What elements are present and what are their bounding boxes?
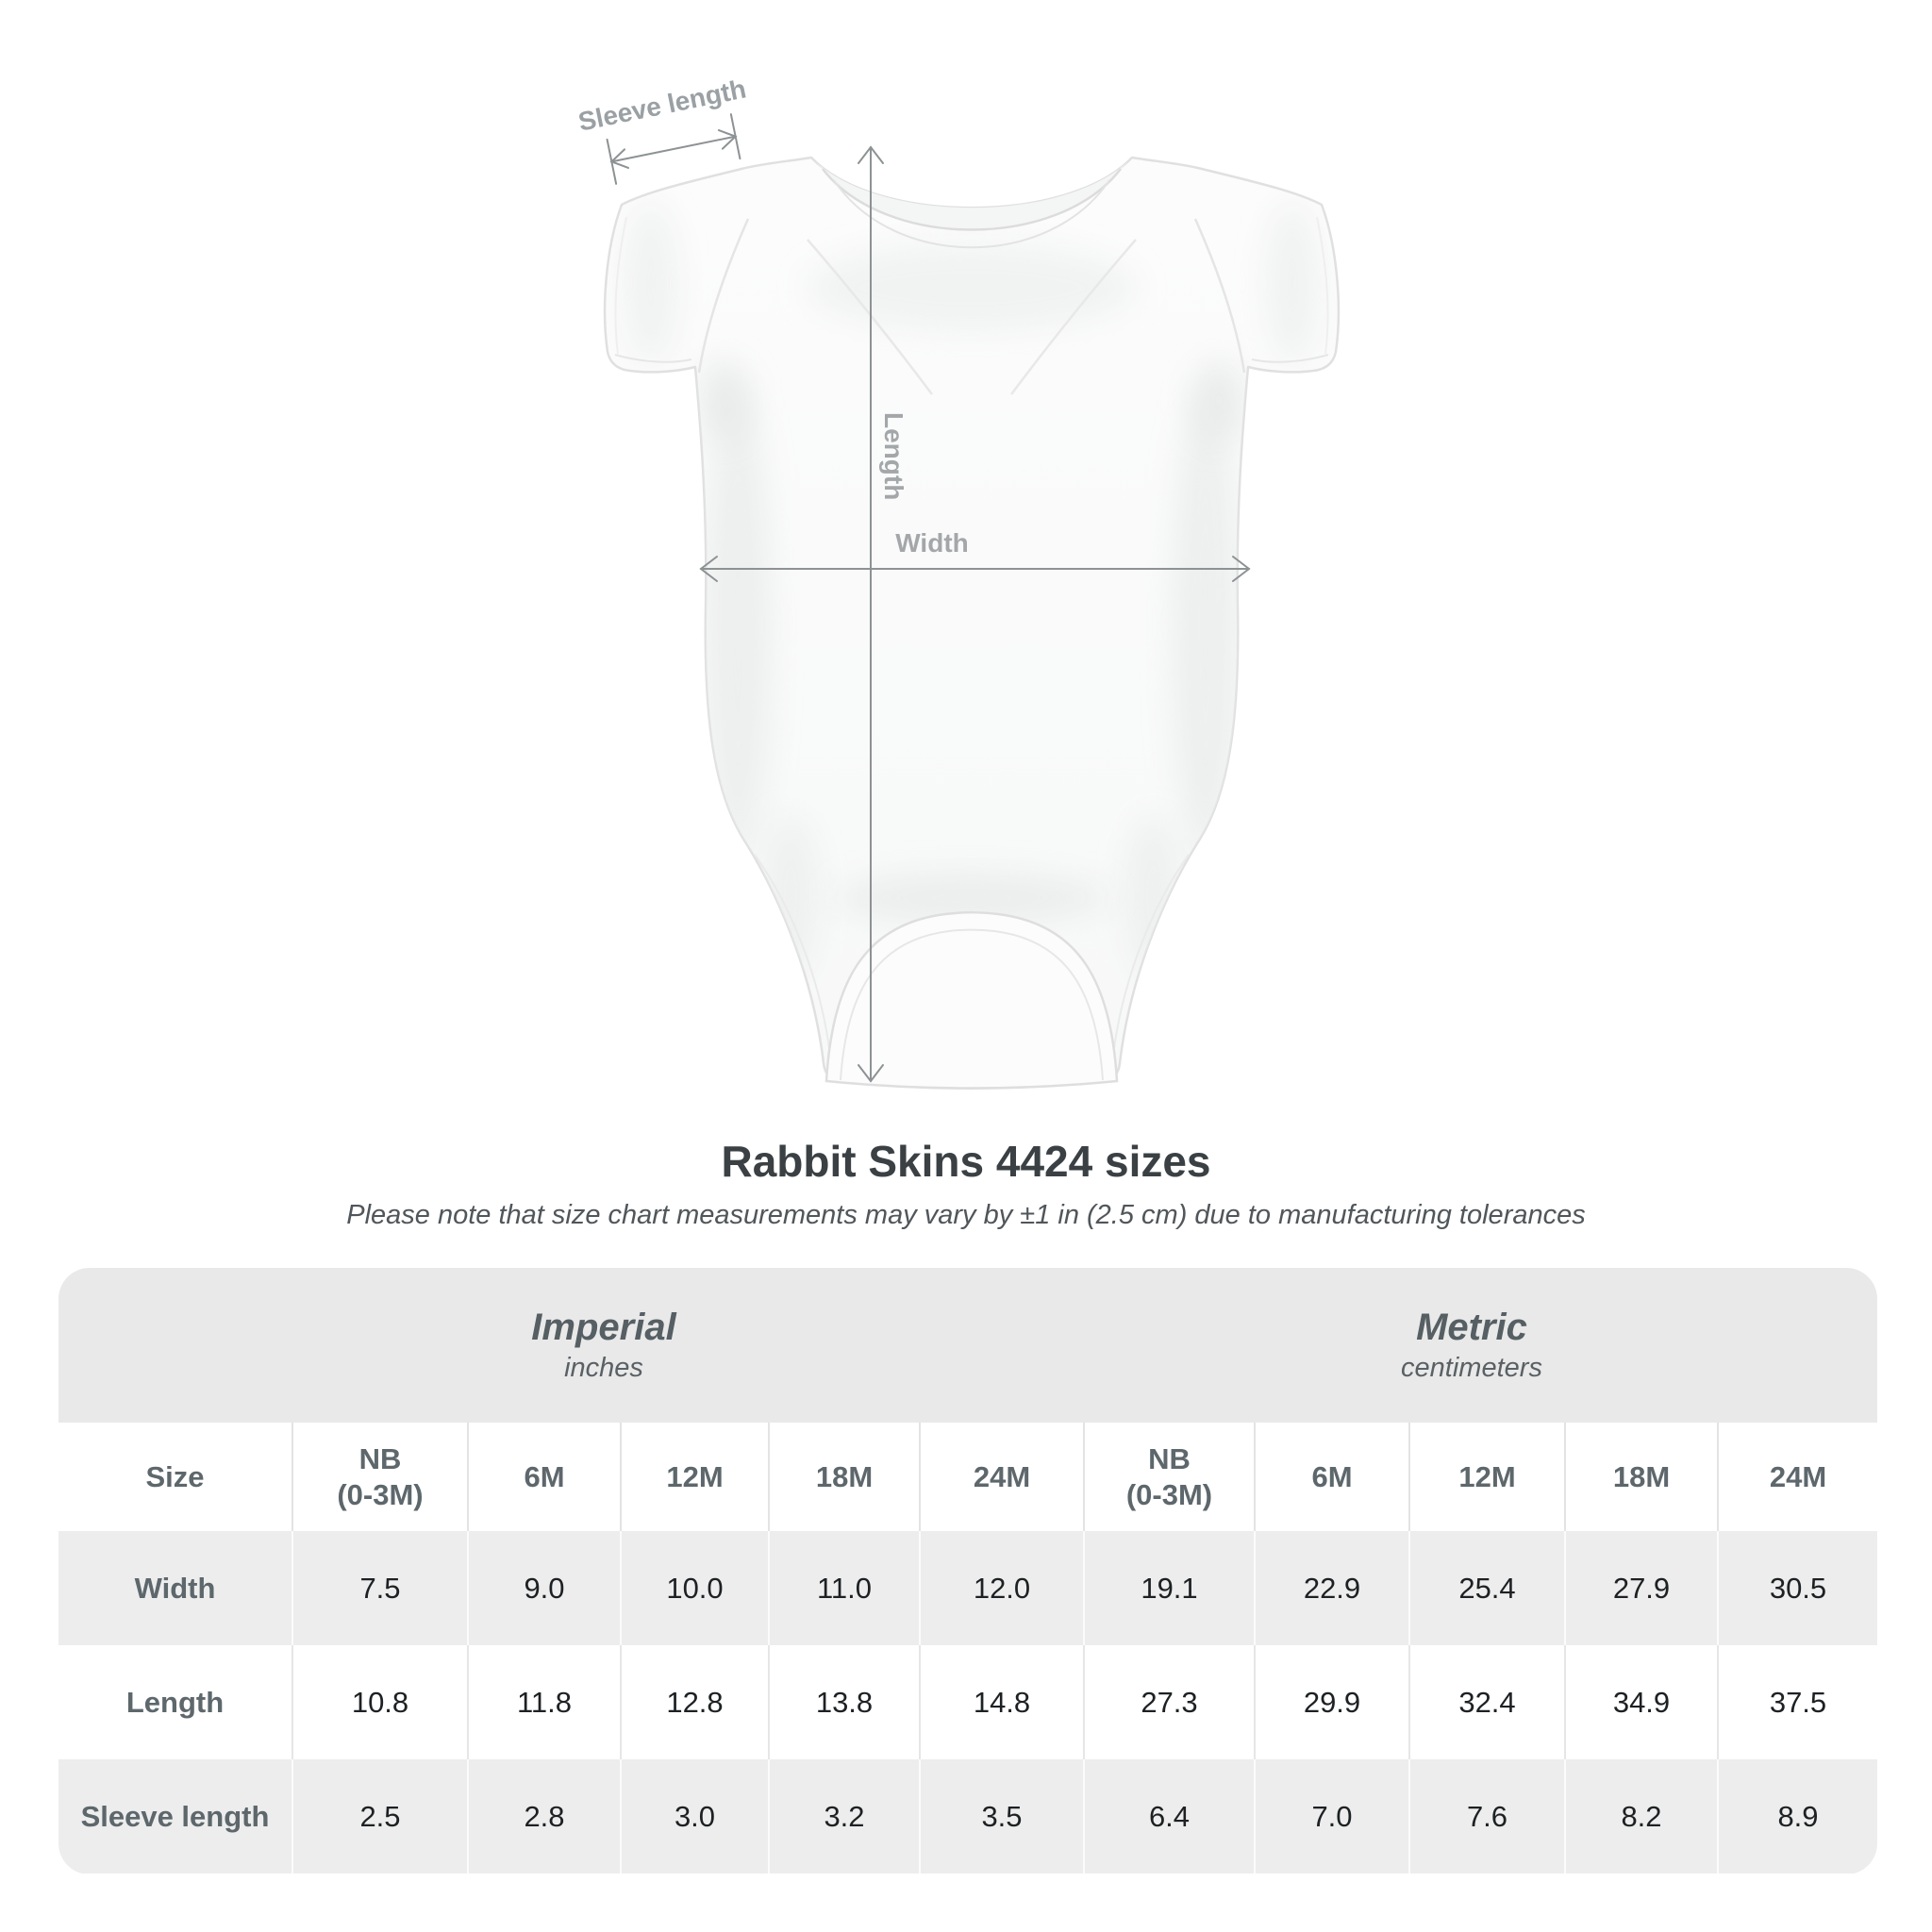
column-header-nb-imperial: NB (0-3M): [292, 1423, 468, 1531]
column-header-6m-imperial: 6M: [468, 1423, 621, 1531]
cell: 10.0: [621, 1531, 769, 1645]
cell: 30.5: [1718, 1531, 1877, 1645]
cell: 19.1: [1084, 1531, 1255, 1645]
cell: 6.4: [1084, 1759, 1255, 1874]
column-header-24m-imperial: 24M: [920, 1423, 1084, 1531]
column-header-6m-metric: 6M: [1255, 1423, 1409, 1531]
size-column-header: Size: [145, 1459, 205, 1493]
cell: 22.9: [1255, 1531, 1409, 1645]
cell: 11.8: [468, 1645, 621, 1759]
row-label: Width: [134, 1571, 216, 1605]
row-label: Sleeve length: [80, 1799, 270, 1833]
cell: 27.9: [1565, 1531, 1718, 1645]
cell: 37.5: [1718, 1645, 1877, 1759]
sleeve-length-label: Sleeve length: [575, 74, 749, 137]
cell: 7.0: [1255, 1759, 1409, 1874]
length-row: [58, 1645, 1877, 1759]
cell: 3.2: [769, 1759, 920, 1874]
cell: 12.0: [920, 1531, 1084, 1645]
cell: 9.0: [468, 1531, 621, 1645]
column-header-nb-metric: NB (0-3M): [1084, 1423, 1255, 1531]
unit-header-band: [58, 1268, 1877, 1423]
imperial-title: Imperial: [531, 1307, 676, 1348]
cell: 8.9: [1718, 1759, 1877, 1874]
column-header-12m-imperial: 12M: [621, 1423, 769, 1531]
cell: 34.9: [1565, 1645, 1718, 1759]
metric-units: centimeters: [1401, 1353, 1542, 1383]
width-row: [58, 1531, 1877, 1645]
cell: 2.5: [292, 1759, 468, 1874]
column-header-18m-metric: 18M: [1565, 1423, 1718, 1531]
cell: 7.6: [1409, 1759, 1565, 1874]
cell: 10.8: [292, 1645, 468, 1759]
tolerance-note: Please note that size chart measurements may vary by ±1 in (2.5 cm) due to manufacturing tolerances: [346, 1200, 1586, 1230]
length-label: Length: [879, 412, 908, 501]
column-header-12m-metric: 12M: [1409, 1423, 1565, 1531]
imperial-caption: [531, 1305, 675, 1386]
cell: 8.2: [1565, 1759, 1718, 1874]
cell: 12.8: [621, 1645, 769, 1759]
metric-title: Metric: [1416, 1307, 1527, 1348]
column-header-24m-metric: 24M: [1718, 1423, 1877, 1531]
cell: 3.5: [920, 1759, 1084, 1874]
column-header-18m-imperial: 18M: [769, 1423, 920, 1531]
size-header-row: [58, 1423, 1877, 1531]
cell: 32.4: [1409, 1645, 1565, 1759]
size-table: [58, 1268, 1877, 1874]
cell: 29.9: [1255, 1645, 1409, 1759]
page-title: Rabbit Skins 4424 sizes: [721, 1137, 1211, 1186]
cell: 2.8: [468, 1759, 621, 1874]
cell: 7.5: [292, 1531, 468, 1645]
cell: 27.3: [1084, 1645, 1255, 1759]
row-label: Length: [125, 1685, 225, 1719]
cell: 11.0: [769, 1531, 920, 1645]
sleeve-length-row: [58, 1759, 1877, 1874]
cell: 13.8: [769, 1645, 920, 1759]
width-label: Width: [895, 528, 969, 558]
measurements-table: [58, 1423, 1877, 1874]
cell: 3.0: [621, 1759, 769, 1874]
cell: 25.4: [1409, 1531, 1565, 1645]
metric-caption: [1401, 1305, 1542, 1386]
imperial-units: inches: [564, 1353, 643, 1383]
cell: 14.8: [920, 1645, 1084, 1759]
